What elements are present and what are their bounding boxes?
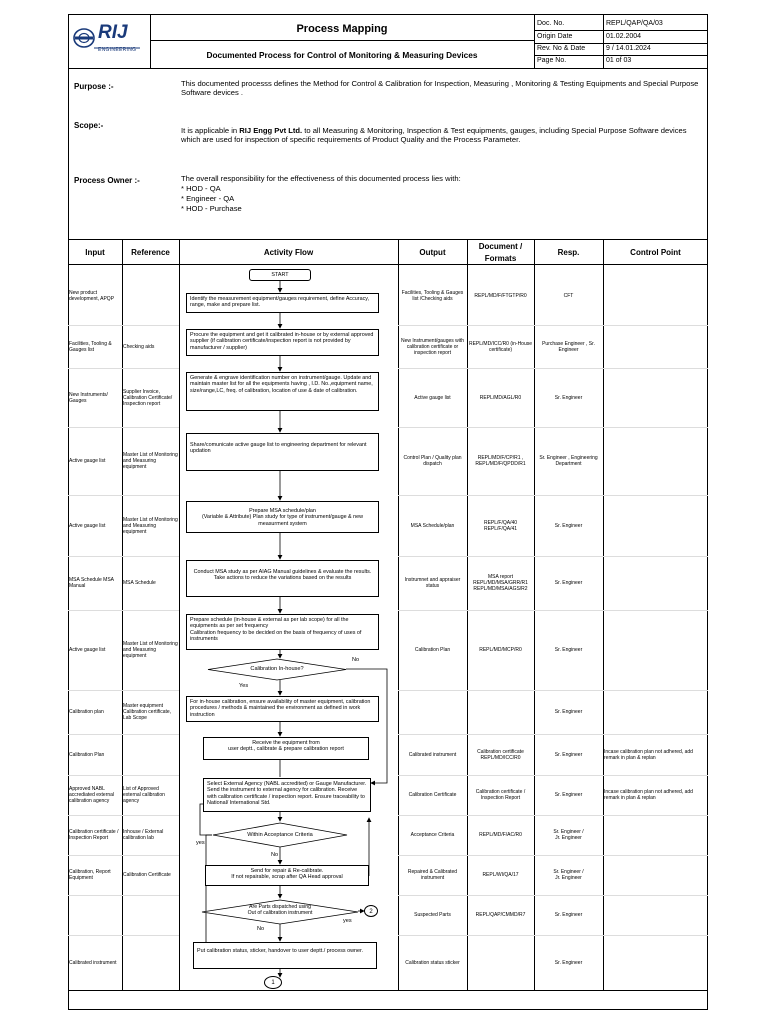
scope-text-lead: It is applicable in xyxy=(181,126,240,135)
cell-output-text: Repaired & Calibrated instrument xyxy=(407,869,458,881)
flow-start: START xyxy=(249,269,311,281)
cell-output-text: Calibration Certificate xyxy=(408,792,457,798)
flow-step-inhouse-calibration: For in-house calibration, ensure availability of master equipment, calibration procedures / methods & maintained the environment as defined in work instruction xyxy=(186,696,379,722)
cell-resp-text: CFT xyxy=(563,292,574,299)
meta-value-page: 01 of 03 xyxy=(606,57,632,64)
cell-doc-text: MSA report REPL/MD/MSA/GRR/R1 REPL/MD/MSA/AGS/R2 xyxy=(473,574,528,592)
cell-output-text: Calibration status sticker xyxy=(405,959,460,966)
cell-input-text: Active gauge list xyxy=(69,458,106,464)
col-header-reference: Reference xyxy=(131,248,170,257)
cell-resp-text: Sr. Engineer xyxy=(554,912,583,918)
flow-step-external-agency: Select External Agency (NABL accredited) or Gauge Manufacturer. Send the instrument to external agency for calibration. Receive with calibration certificate / inspection report. Ensure traceability to National/ International Std. xyxy=(203,778,371,812)
owner-intro: The overall responsibility for the effectiveness of this documented process lies with: xyxy=(181,174,461,183)
cell-input-text: Calibration certificate / Inspection Report xyxy=(69,829,119,841)
owner-label: Process Owner :- xyxy=(74,176,140,185)
cell-reference-text: MSA Schedule xyxy=(123,580,156,586)
meta-label-page: Page No. xyxy=(537,57,567,64)
flow-step-repair-recalibrate: Send for repair & Re-calibrate. If not repairable, scrap after QA Head approval xyxy=(205,865,369,886)
cell-reference-text: Checking aids xyxy=(123,343,155,350)
cell-reference-text: Master List of Monitoring and Measuring equipment xyxy=(123,516,178,535)
col-header-activity: Activity Flow xyxy=(263,248,314,257)
cell-resp-text: Sr. Engineer xyxy=(554,394,583,401)
page-title: Process Mapping xyxy=(296,23,388,35)
label-no-acceptance: No xyxy=(271,852,279,858)
flow-step-identify: Identify the measurement equipment/gauges requirement, define Accuracy, range, make and prepare list. xyxy=(186,293,379,313)
flow-step-conduct-msa: Conduct MSA study as per AIAG Manual guidelines & evaluate the results. Take actions to reduce the variations based on the results xyxy=(186,560,379,597)
cell-doc-text: REPL/MD/F/CP/R1 , REPL/MD/F/QPDD/R1 xyxy=(475,455,526,467)
cell-output-text: Control Plan / Quality plan dispatch xyxy=(403,455,462,467)
page-subtitle: Documented Process for Control of Monitoring & Measuring Devices xyxy=(206,50,478,60)
logo-subtext: ENGINEERING xyxy=(98,47,137,53)
col-header-output: Output xyxy=(419,248,446,257)
cell-reference-text: Inhouse / External calibration lab xyxy=(123,829,164,841)
cell-output-text: Calibrated instrument xyxy=(408,751,457,758)
cell-output-text: Acceptance Criteria xyxy=(410,832,455,838)
col-header-resp: Resp. xyxy=(557,248,580,257)
cell-doc-text: Calibration certificate / Inspection Report xyxy=(475,789,526,801)
meta-value-doc-no: REPL/QAP/QA/03 xyxy=(606,20,663,27)
decision-calibration-inhouse: Calibration In-house? xyxy=(250,666,304,672)
cell-doc-text: REPL/MD/F/FTGTP/R0 xyxy=(474,292,527,299)
col-header-doc: Document / Formats xyxy=(478,242,523,263)
flow-step-receive-equipment: Receive the equipment from user deptt., calibrate & prepare calibration report xyxy=(203,737,369,760)
cell-input-text: New product development, APQP xyxy=(69,289,115,302)
cell-resp-text: Sr. Engineer xyxy=(554,959,583,966)
owner-item-hod-qa: * HOD - QA xyxy=(181,184,221,193)
col-header-control: Control Point xyxy=(630,248,681,257)
logo-text: RIJ xyxy=(98,22,128,43)
scope-text-rest: to all Measuring & Monitoring, Inspection & Test equipments, gauges, including Special Purpose Software devices which are used for inspection of specific requirements of Product Quality and the Process Parameter. xyxy=(181,126,687,144)
cell-resp-text: Sr. Engineer xyxy=(554,751,583,758)
cell-input-text: Calibration plan xyxy=(69,709,104,715)
purpose-label: Purpose :- xyxy=(74,82,114,91)
cell-resp-text: Sr. Engineer / Jr. Engineer xyxy=(553,829,584,841)
flow-step-msa-plan: Prepare MSA schedule/plan (Variable & Attribute) Plan study for type of instrument/gauge & new measurment system xyxy=(186,501,379,533)
cell-reference-text: Calibration Certificate xyxy=(123,872,171,878)
cell-output-text: Calibration Plan xyxy=(414,647,451,653)
flow-step-calibration-status: Put calibration status, sticker, handover to user deptt./ process owner. xyxy=(193,942,377,969)
cell-resp-text: Sr. Engineer xyxy=(554,580,583,586)
label-no-inhouse: No xyxy=(352,657,360,663)
cell-control-text: Incase calibration plan not adhered, add remark in plan & replan xyxy=(604,789,693,801)
purpose-text: This documented processs defines the Method for Control & Calibration for Inspection, Measuring , Monitoring & Testing Equipments and Special Purpose Software devices . xyxy=(181,79,699,97)
meta-label-origin-date: Origin Date xyxy=(537,33,573,40)
scope-company: RIJ Engg Pvt Ltd. xyxy=(239,126,303,135)
cell-input-text: MSA Schedule MSA Manual xyxy=(69,577,114,589)
flow-connector-2: 2 xyxy=(364,905,378,917)
cell-reference-text: Master List of Monitoring and Measuring equipment xyxy=(123,452,178,470)
flow-connector-1: 1 xyxy=(264,976,282,989)
cell-input-text: Approved NABL accrediated external calibration agency xyxy=(69,786,115,804)
flow-step-calibration-schedule: Prepare schedule (in-house & external as per lab scope) for all the equipments as per set frequency Calibration frequency to be decided on the basis of frequency of uses of instruments xyxy=(186,614,379,650)
cell-reference-text: Master List of Monitoring and Measuring equipment xyxy=(123,641,178,659)
cell-control-text: Incase calibration plan not adhered, add remark in plan & replan xyxy=(604,748,693,761)
cell-resp-text: Sr. Engineer xyxy=(554,709,583,715)
cell-resp-text: Sr. Engineer xyxy=(554,792,583,798)
cell-resp-text: Purchase Engineer , Sr. Engineer xyxy=(542,340,595,353)
cell-input-text: New Instruments/ Gauges xyxy=(69,391,108,404)
cell-reference-text: Supplier Invoice, Calibration Certificate/ Inspection report xyxy=(123,388,173,407)
meta-value-rev: 9 / 14.01.2024 xyxy=(606,45,651,52)
cell-doc-text: Calibration certificate REPL/MD/ICC/R0 xyxy=(477,748,524,761)
cell-resp-text: Sr. Engineer , Engineering Department xyxy=(539,455,598,467)
cell-output-text: New Instrument/gauges with calibration certificate or inspection report xyxy=(400,337,465,356)
cell-output-text: Active gauge list xyxy=(414,394,451,401)
cell-resp-text: Sr. Engineer xyxy=(554,522,583,529)
meta-label-rev: Rev. No & Date xyxy=(537,45,586,52)
flow-step-share-gauge-list: Share/comunicate active gauge list to engineering department for relevant updation xyxy=(186,433,379,471)
scope-label: Scope:- xyxy=(74,121,104,130)
flow-step-engrave: Generate & engrave identification number on instrument/gauge. Update and maintain master list for all the equipments having , I.D. No.,equipment name, size/range,LC, freq. of calibration, location of use & date of calibration. xyxy=(186,372,379,411)
label-yes-parts: yes xyxy=(343,918,352,924)
cell-output-text: MSA Schedule/plan xyxy=(410,522,455,529)
owner-item-engineer-qa: * Engineer - QA xyxy=(181,194,235,203)
label-yes-inhouse: Yes xyxy=(239,683,249,689)
cell-doc-text: REPL/MD/F/AC/R0 xyxy=(479,832,522,838)
cell-doc-text: REPL/MD/ICC/R0 (in-House certificate) xyxy=(468,340,533,353)
cell-resp-text: Sr. Engineer xyxy=(554,647,583,653)
cell-input-text: Calibration Plan xyxy=(69,751,105,758)
cell-doc-text: REPL/WI/QA/17 xyxy=(482,872,519,878)
meta-value-origin-date: 01.02.2004 xyxy=(606,33,642,40)
cell-doc-text: REPL/MD/MCP/R0 xyxy=(479,647,522,653)
cell-input-text: Facilities, Tooling & Gauges list xyxy=(69,340,112,353)
owner-item-hod-purchase: * HOD - Purchase xyxy=(181,204,242,213)
cell-input-text: Calibrated instrument xyxy=(69,959,117,966)
decision-acceptance: Within Acceptance Criteria xyxy=(247,832,313,838)
cell-input-text: Active gauge list xyxy=(69,522,106,529)
flow-step-procure: Procure the equipment and get it calibrated in-house or by external approved supplier (if calibration certificate/inspection report is not provided by manufacturer / supplier) xyxy=(186,329,379,356)
cell-reference-text: List of Approved external calibration agency xyxy=(123,786,165,804)
decision-parts-dispatched: Are Parts dispatched using Out of calibration instrument xyxy=(247,904,313,917)
cell-output-text: Instrumnet and appraiser status xyxy=(404,577,461,589)
label-no-parts: No xyxy=(257,926,265,932)
cell-doc-text: REPL/QAP/CMMD/R7 xyxy=(475,912,526,918)
col-header-input: Input xyxy=(85,248,105,257)
cell-input-text: Calibration, Report Equipment xyxy=(69,869,111,881)
cell-doc-text: REPL/MD/AGL/R0 xyxy=(479,394,522,401)
cell-output-text: Facilities, Tooling & Gauges list /Checking aids xyxy=(401,289,464,302)
cell-resp-text: Sr. Engineer / Jr. Engineer xyxy=(553,869,584,881)
cell-input-text: Active gauge list xyxy=(69,647,106,653)
meta-label-doc-no: Doc. No. xyxy=(537,20,565,27)
cell-output-text: Suspected Parts xyxy=(414,912,451,918)
cell-reference-text: Master equipment Calibration certificate, Lab Scope xyxy=(123,703,172,721)
cell-doc-text: REPL/F/QA/40 REPL/F/QA/41 xyxy=(483,519,518,532)
label-yes-acceptance: yes xyxy=(196,840,205,846)
